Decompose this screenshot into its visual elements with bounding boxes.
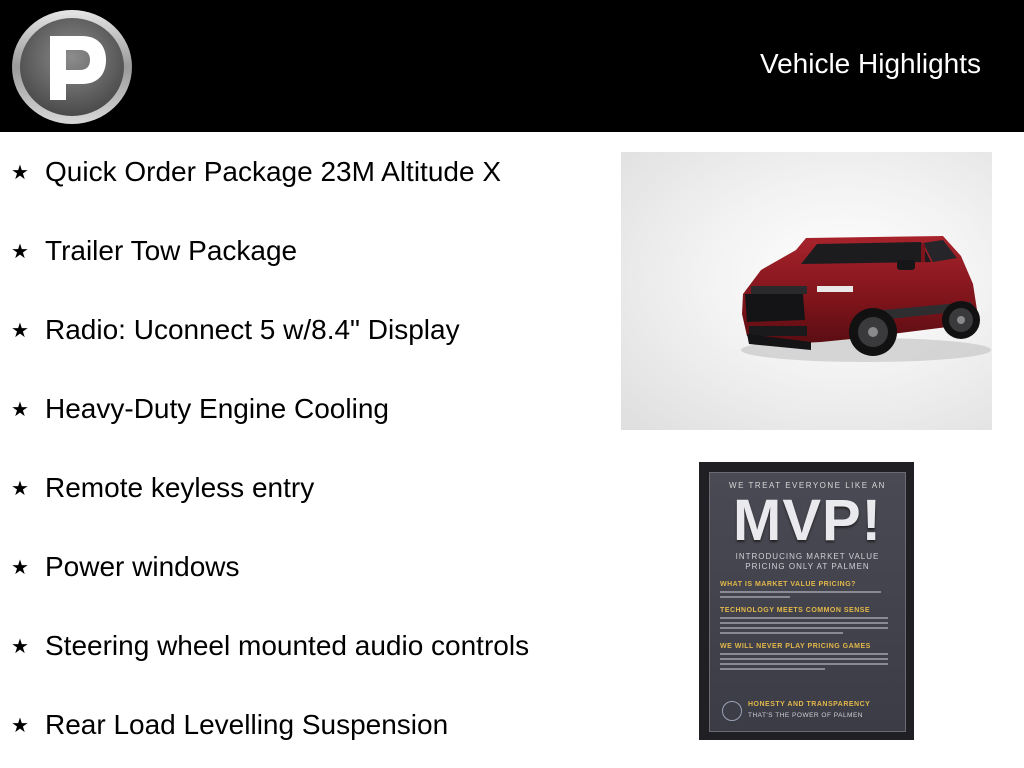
star-icon: ★ (11, 318, 29, 342)
palmen-badge-icon (722, 701, 742, 721)
page-title: Vehicle Highlights (759, 48, 981, 79)
mvp-promo-card (699, 462, 914, 740)
list-item (0, 630, 600, 670)
list-item (0, 314, 600, 354)
star-icon: ★ (11, 239, 29, 263)
highlight-label: Radio: Uconnect 5 w/8.4" Display (45, 314, 460, 345)
vehicle-photo (621, 152, 992, 430)
promo-section-body (720, 617, 895, 634)
highlight-label: Trailer Tow Package (45, 235, 298, 266)
highlight-label: Heavy-Duty Engine Cooling (45, 393, 389, 424)
list-item (0, 235, 600, 275)
list-item (0, 393, 600, 433)
promo-footer (720, 699, 895, 723)
promo-section-title: TECHNOLOGY MEETS COMMON SENSE (720, 607, 871, 614)
list-item (0, 156, 600, 196)
star-icon: ★ (11, 160, 29, 184)
suv-image (621, 152, 992, 430)
star-icon: ★ (11, 397, 29, 421)
highlight-label: Rear Load Levelling Suspension (45, 709, 449, 740)
promo-subline: INTRODUCING MARKET VALUE PRICING ONLY AT PALMEN (735, 552, 880, 571)
highlight-label: Quick Order Package 23M Altitude X (45, 156, 501, 187)
highlight-label: Power windows (45, 551, 240, 582)
star-icon: ★ (11, 476, 29, 500)
highlight-label: Steering wheel mounted audio controls (45, 630, 530, 661)
list-item (0, 472, 600, 512)
promo-poster (709, 472, 906, 732)
promo-section-body (720, 653, 895, 670)
list-item (0, 551, 600, 591)
palmen-p-logo-icon (10, 8, 134, 126)
promo-tagline: WE TREAT EVERYONE LIKE AN (729, 481, 886, 490)
promo-headline: MVP! (733, 488, 882, 553)
promo-footer-sub: THAT'S THE POWER OF PALMEN (748, 712, 864, 719)
promo-section-title: WE WILL NEVER PLAY PRICING GAMES (720, 643, 871, 650)
header-bar (0, 0, 1024, 132)
promo-section-title: WHAT IS MARKET VALUE PRICING? (720, 581, 856, 588)
star-icon: ★ (11, 713, 29, 737)
star-icon: ★ (11, 555, 29, 579)
star-icon: ★ (11, 634, 29, 658)
highlight-label: Remote keyless entry (45, 472, 315, 503)
promo-footer-title: HONESTY AND TRANSPARENCY (748, 701, 871, 708)
list-item (0, 709, 600, 749)
promo-section-body (720, 591, 895, 598)
